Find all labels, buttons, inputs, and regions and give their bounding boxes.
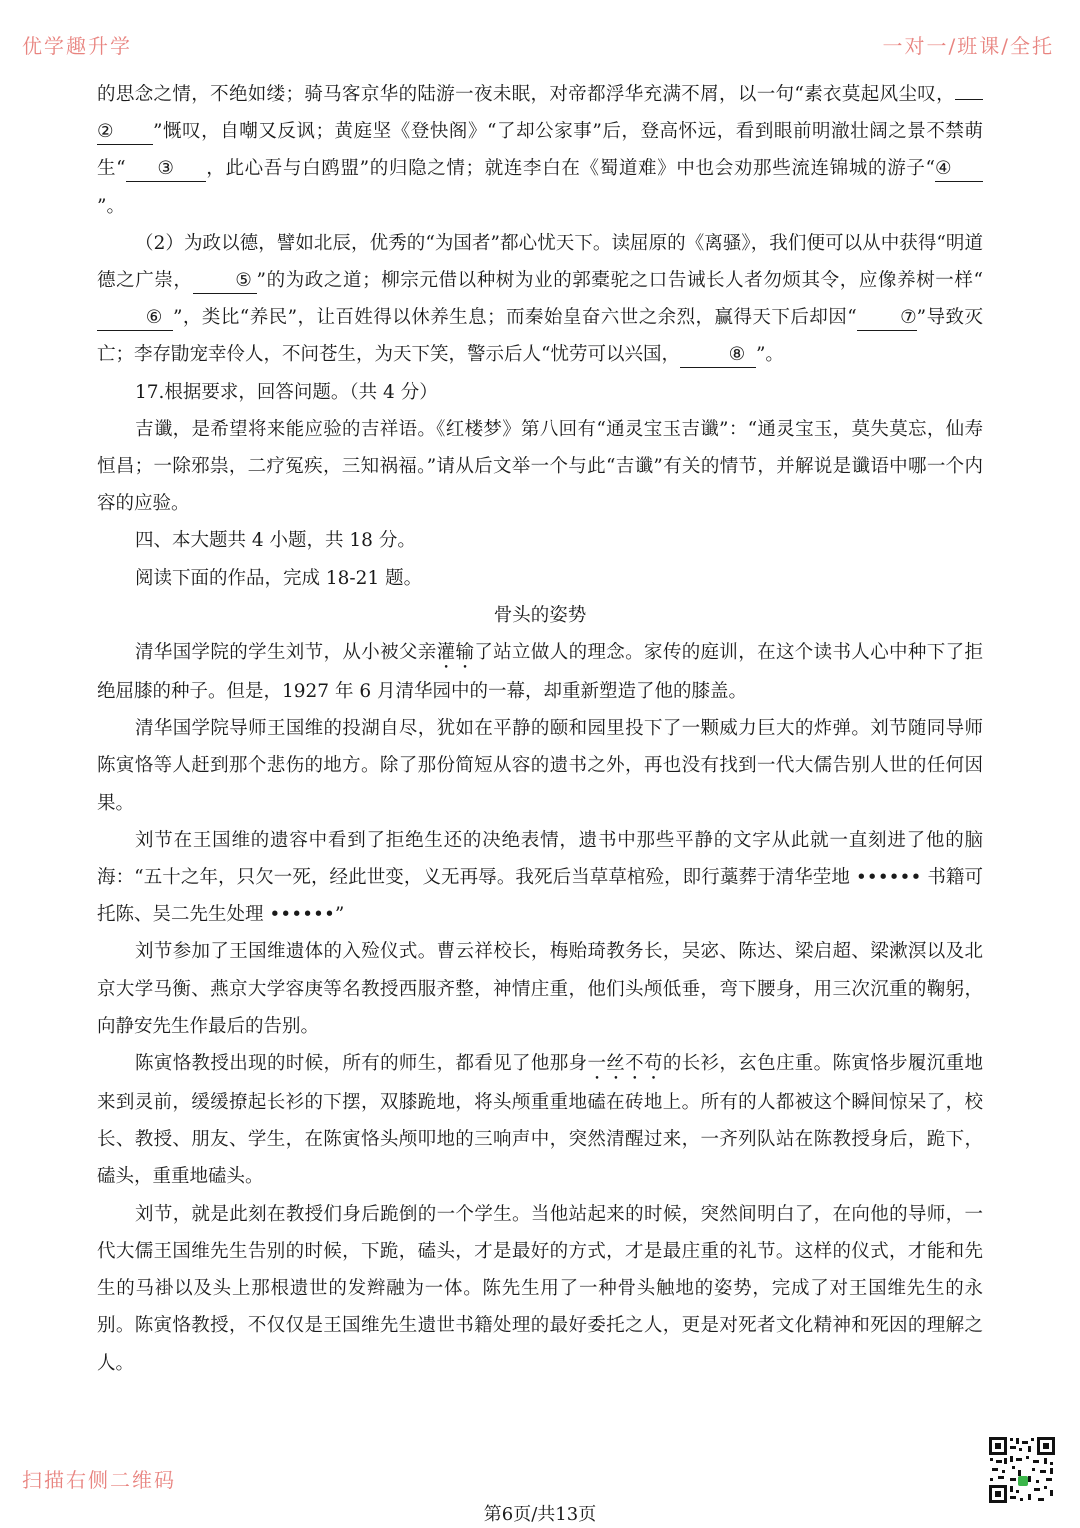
header-services: 一对一/班课/全托 — [882, 34, 1054, 58]
blank-3[interactable]: ③ — [126, 157, 206, 182]
article-title: 骨头的姿势 — [493, 604, 587, 626]
footer-scan-hint: 扫描右侧二维码 — [22, 1468, 176, 1492]
article-paragraph-2: 清华国学院导师王国维的投湖自尽，犹如在平静的颐和园里投下了一颗威力巨大的炸弹。刘节随同导师陈寅恪等人赶到那个悲伤的地方。除了那份简短从容的遗书之外，再也没有找到一代大儒告别人世的任何因果。 — [97, 718, 983, 814]
question-17: 17.根据要求，回答问题。（共 4 分） — [135, 381, 438, 403]
blank-6[interactable]: ⑥ — [97, 306, 173, 331]
blank-1[interactable] — [955, 99, 983, 100]
blank-8[interactable]: ⑧ — [680, 343, 756, 368]
section-4-intro: 阅读下面的作品，完成 18-21 题。 — [135, 567, 423, 589]
paragraph-16-1: 的思念之情，不绝如缕；骑马客京华的陆游一夜未眠，对帝都浮华充满不屑，以一句“素衣莫起风尘叹， ② ”慨叹，自嘲又反讽；黄庭坚《登快阁》“了却公家事”后，登高怀远，看到眼前明澈壮阔之景不禁萌生“ ③ ，此心吾与白鸥盟”的归隐之情；就连李白在《蜀道难》中也会劝那些流连锦城的游子“④”。 — [97, 84, 983, 217]
blank-7[interactable]: ⑦ — [857, 306, 917, 331]
article-paragraph-5: 陈寅恪教授出现的时候，所有的师生，都看见了他那身一丝不苟的长衫，玄色庄重。陈寅恪步履沉重地来到灵前，缓缓撩起长衫的下摆，双膝跪地，将头颅重重地磕在砖地上。所有的人都被这个瞬间惊呆了，校长、教授、朋友、学生，在陈寅恪头颅叩地的三响声中，突然清醒过来，一齐列队站在陈教授身后，跪下，磕头，重重地磕头。 — [97, 1053, 983, 1188]
qr-code-icon — [988, 1436, 1056, 1504]
blank-2[interactable]: ② — [97, 120, 153, 145]
article-paragraph-1: 清华国学院的学生刘节，从小被父亲灌输了站立做人的理念。家传的庭训，在这个读书人心中种下了拒绝屈膝的种子。但是，1927 年 6 月清华园中的一幕，却重新塑造了他的膝盖。 — [97, 642, 983, 703]
qr-code[interactable] — [988, 1436, 1056, 1504]
article-paragraph-6: 刘节，就是此刻在教授们身后跪倒的一个学生。当他站起来的时候，突然间明白了，在向他的导师，一代大儒王国维先生告别的时候，下跪，磕头，才是最好的方式，才是最庄重的礼节。这样的仪式，才能和先生的马褂以及头上那根遗世的发辫融为一体。陈先生用了一种骨头触地的姿势，完成了对王国维先生的永别。陈寅恪教授，不仅仅是王国维先生遗世书籍处理的最好委托之人，更是对死者文化精神和死因的理解之人。 — [97, 1203, 983, 1374]
page-content — [97, 76, 983, 1382]
blank-5[interactable]: ⑤ — [193, 269, 257, 294]
section-4-heading: 四、本大题共 4 小题，共 18 分。 — [135, 530, 416, 552]
emphasized-phrase: 一丝不苟 — [587, 1053, 663, 1075]
header-brand: 优学趣升学 — [22, 34, 132, 58]
blank-4[interactable]: ④ — [935, 157, 983, 182]
article-paragraph-4: 刘节参加了王国维遗体的入殓仪式。曹云祥校长，梅贻琦教务长，吴宓、陈达、梁启超、梁漱溟以及北京大学马衡、燕京大学容庚等名教授西服齐整，神情庄重，他们头颅低垂，弯下腰身，用三次沉重的鞠躬，向静安先生作最后的告别。 — [97, 941, 983, 1037]
page-number: 第6页/共13页 — [483, 1504, 597, 1525]
question-17-body: 吉谶，是希望将来能应验的吉祥语。《红楼梦》第八回有“通灵宝玉吉谶”：“通灵宝玉，莫失莫忘，仙寿恒昌；一除邪祟，二疗冤疾，三知祸福。”请从后文举一个与此“吉谶”有关的情节，并解说是谶语中哪一个内容的应验。 — [97, 418, 983, 515]
paragraph-16-2: （2）为政以德，譬如北辰，优秀的“为国者”都心忧天下。读屈原的《离骚》，我们便可以从中获得“明道德之广崇， ⑤ ”的为政之道；柳宗元借以种树为业的郭橐驼之口告诫长人者勿烦其令，应像养树一样“⑥ ”，类比“养民”，让百姓得以休养生息；而秦始皇奋六世之余烈，赢得天下后却因“ ⑦”导致灭亡；李存勖宠幸伶人，不问苍生，为天下笑，警示后人“忧劳可以兴国， ⑧ ”。 — [97, 225, 983, 374]
article-paragraph-3: 刘节在王国维的遗容中看到了拒绝生还的决绝表情，遗书中那些平静的文字从此就一直刻进了他的脑海：“五十之年，只欠一死，经此世变，义无再辱。我死后当草草棺殓，即行藁葬于清华茔地 •••••• 书籍可托陈、吴二先生处理 ••••••” — [97, 829, 983, 926]
emphasized-word: 灌输 — [436, 642, 475, 664]
